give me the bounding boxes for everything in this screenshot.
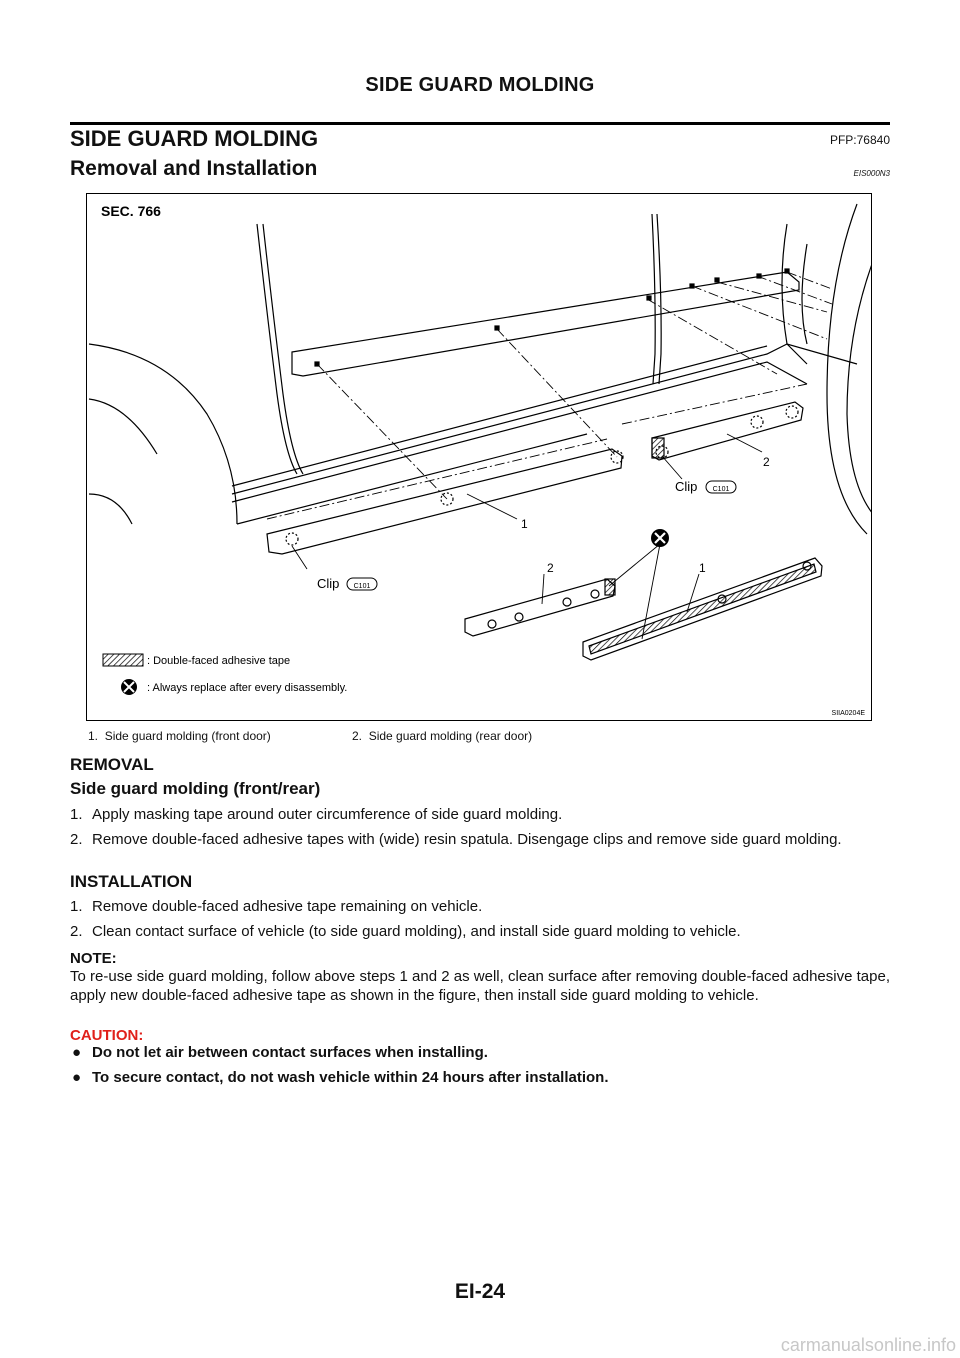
- page-number: EI-24: [454, 1280, 506, 1303]
- clip-code-badge-right: [706, 481, 736, 493]
- legend-replace: : Always replace after every disassembly.: [147, 682, 348, 694]
- note-label: NOTE:: [70, 950, 117, 967]
- section-title: SIDE GUARD MOLDING: [70, 126, 319, 151]
- svg-text:C101: C101: [353, 583, 371, 590]
- removal-subheading: Side guard molding (front/rear): [70, 779, 321, 798]
- replace-marker-icon: [651, 529, 669, 547]
- callout-2-lower: 2: [547, 561, 554, 575]
- legend-item-2: 2. Side guard molding (rear door): [352, 729, 533, 743]
- exploded-view-figure: [86, 193, 872, 721]
- clip-label-left: Clip: [317, 576, 340, 591]
- sec-label: SEC. 766: [101, 203, 161, 219]
- legend-tape: : Double-faced adhesive tape: [147, 655, 291, 667]
- figure-drawing: [87, 194, 872, 721]
- note-text: To re-use side guard molding, follow above steps 1 and 2 as well, clean surface after removing double-faced adhesive tape, apply new double-faced adhesive tape as shown in the figure, then install side guard molding to vehicle.: [70, 968, 890, 1004]
- callout-2-upper: 2: [763, 455, 770, 469]
- replace-legend-icon: [121, 679, 137, 695]
- running-header: SIDE GUARD MOLDING: [365, 74, 595, 96]
- installation-heading: INSTALLATION: [70, 872, 193, 891]
- clip-label-right: Clip: [675, 479, 698, 494]
- subsection-code: EIS000N3: [853, 169, 890, 178]
- removal-heading: REMOVAL: [70, 755, 154, 774]
- header-rule: [70, 122, 890, 125]
- pfp-code: PFP:76840: [829, 133, 890, 147]
- subsection-title: Removal and Installation: [70, 157, 318, 180]
- legend-item-1: 1. Side guard molding (front door): [88, 729, 271, 743]
- callout-1-upper: 1: [521, 517, 528, 531]
- clip-code-badge-left: [347, 578, 377, 590]
- watermark: carmanualsonline.info: [780, 1335, 956, 1355]
- callout-1-lower: 1: [699, 561, 706, 575]
- caution-label: CAUTION:: [70, 1027, 144, 1044]
- svg-text:C101: C101: [712, 486, 730, 493]
- figure-id: SIIA0204E: [831, 710, 865, 717]
- tape-swatch-icon: [103, 654, 143, 666]
